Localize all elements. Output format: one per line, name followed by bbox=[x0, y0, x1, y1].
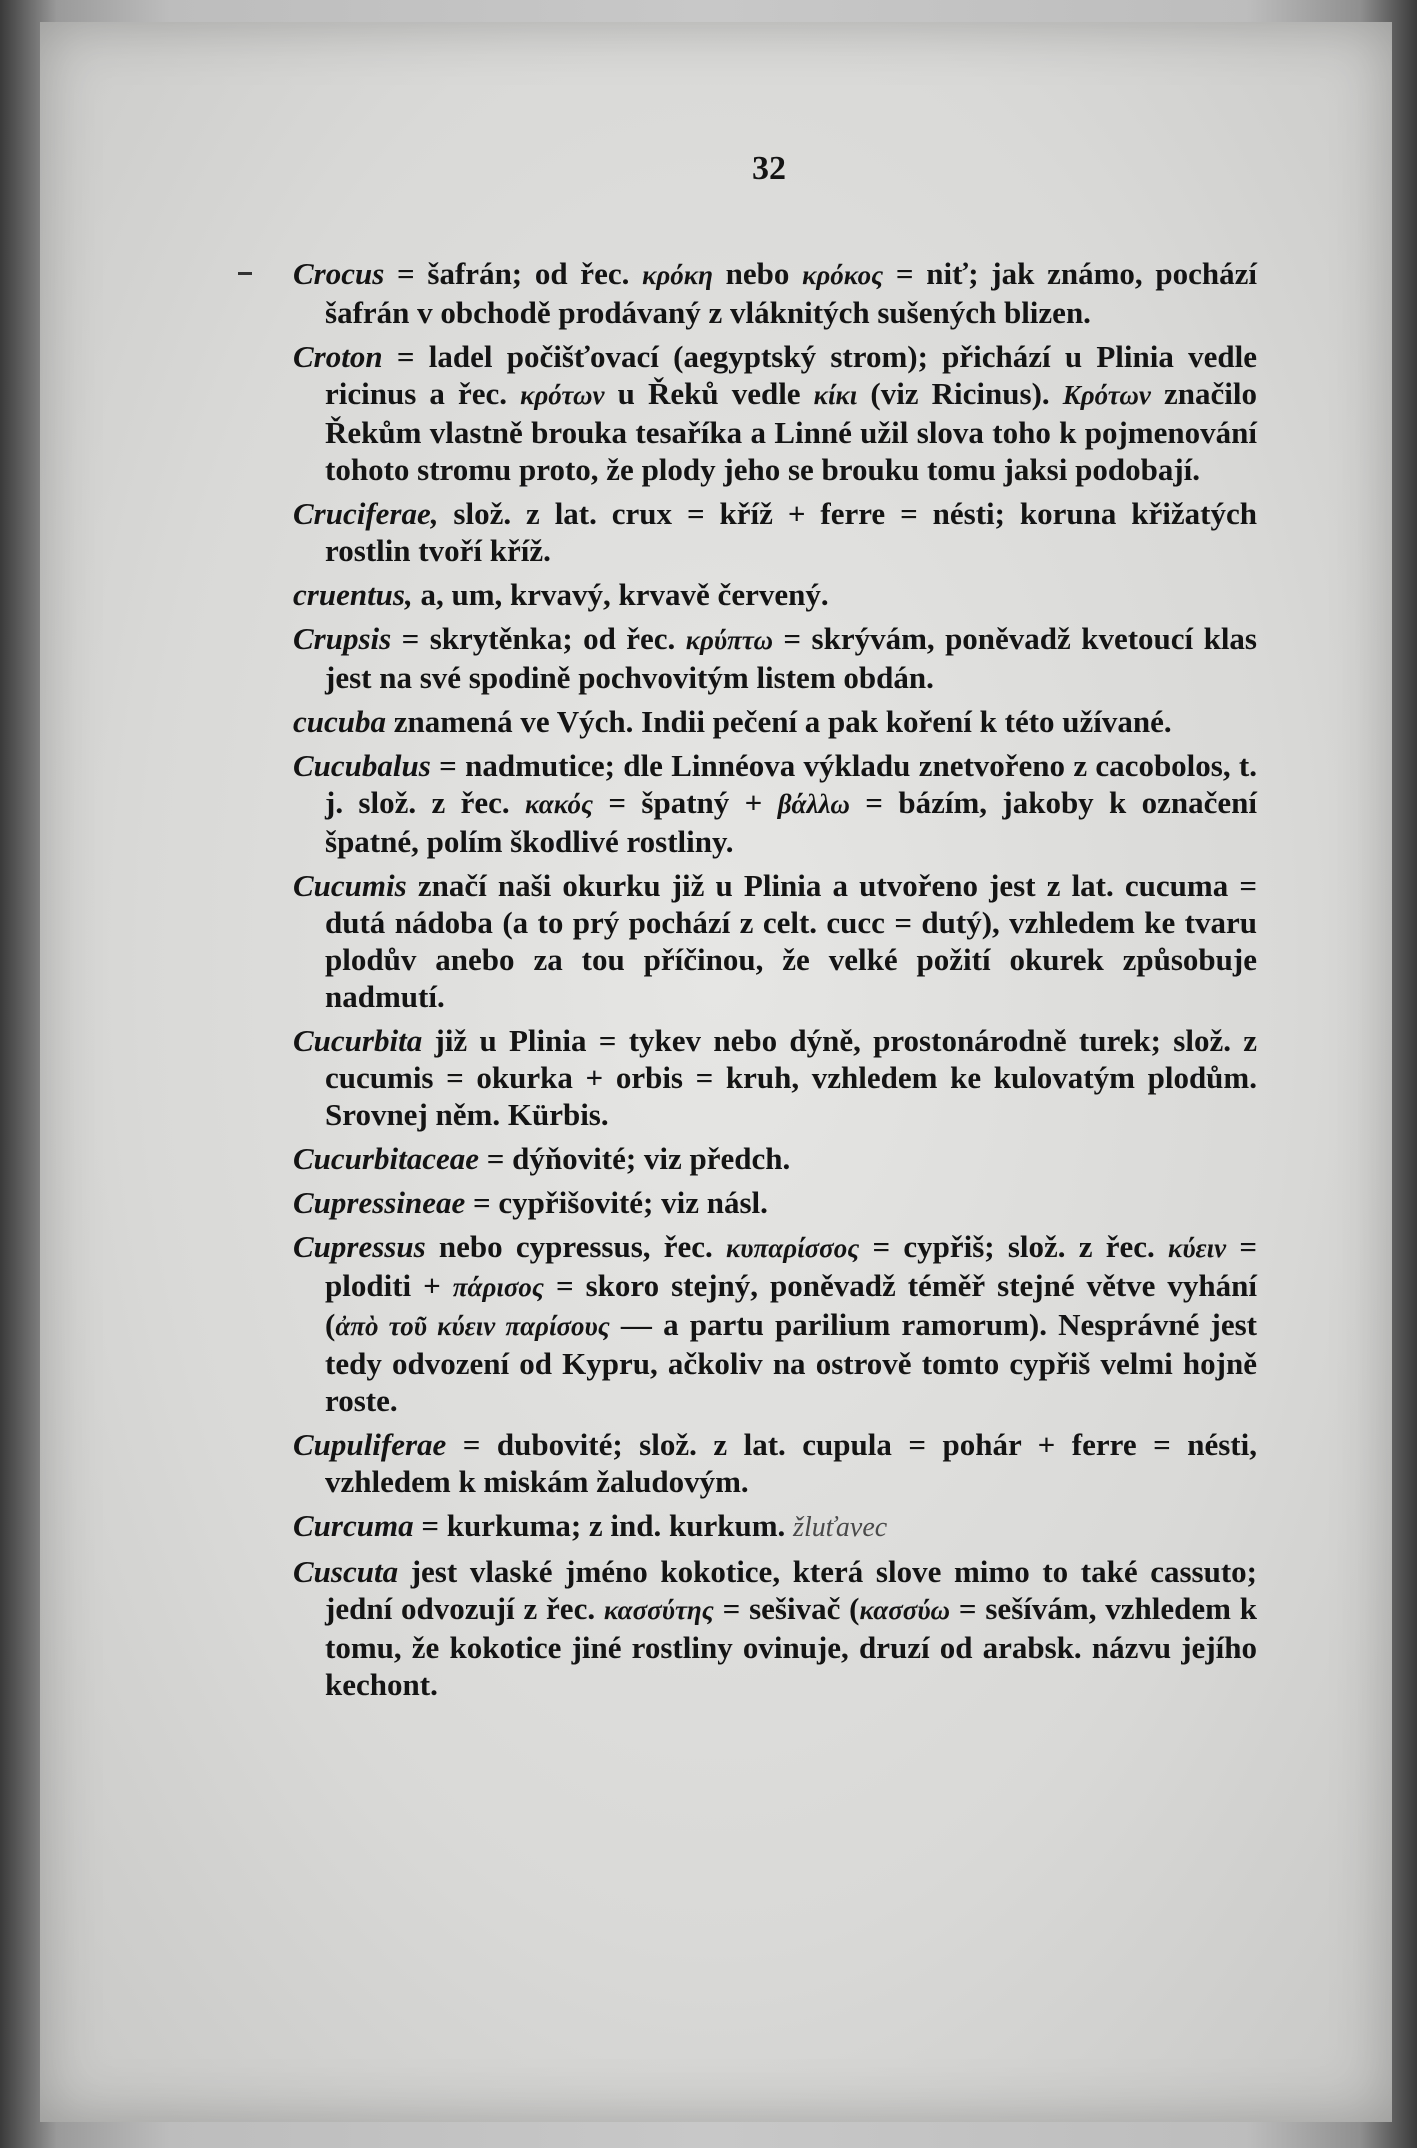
greek-word: βάλλω bbox=[777, 789, 850, 819]
entry-text: slož. z lat. crux = kříž + ferre = nésti; koruna křižatých rostlin tvoří kříž. bbox=[325, 496, 1257, 568]
headword: Cucurbita bbox=[293, 1023, 423, 1058]
greek-phrase: ἀπὸ τοῦ κύειν παρίσους bbox=[335, 1311, 610, 1341]
entry-text: = skoro stejný, poněvadž téměř stejné větve vyhání ( bbox=[325, 1268, 1258, 1342]
greek-word: κρύπτω bbox=[685, 625, 774, 655]
entry-text: = skrývám, poněvadž kvetoucí klas jest na své spodině pochvovitým listem obdán. bbox=[325, 621, 1257, 695]
greek-word: κυπαρίσσος bbox=[726, 1233, 860, 1263]
entry-text: = nadmutice; dle Linnéova výkladu znetvořeno z cacobolos, t. j. slož. z řec. bbox=[325, 748, 1257, 820]
entry-text: = cypřiš; slož. z řec. bbox=[859, 1229, 1169, 1264]
entry-text: nebo bbox=[712, 256, 803, 291]
greek-word: κρότων bbox=[520, 380, 605, 410]
headword: cucuba bbox=[293, 704, 386, 739]
margin-dash-mark bbox=[238, 272, 252, 275]
entry-text: = cypřišovité; viz násl. bbox=[465, 1185, 768, 1220]
headword: Crupsis bbox=[293, 621, 392, 656]
entry-curcuma bbox=[293, 1507, 1257, 1546]
headword: cruentus, bbox=[293, 577, 413, 612]
entry-text: = ladel počišťovací (aegyptský strom); přichází u Plinia vedle ricinus a řec. bbox=[325, 339, 1257, 411]
entry-text: nebo cypressus, řec. bbox=[425, 1229, 726, 1264]
entry-text: = bázím, jakoby k označení špatné, polím škodlivé rostliny. bbox=[325, 785, 1258, 859]
greek-word: κασσύτης bbox=[603, 1595, 714, 1625]
headword: Cupressus bbox=[293, 1229, 426, 1264]
headword: Cupuliferae bbox=[293, 1427, 447, 1462]
entry-crocus bbox=[293, 255, 1257, 331]
entry-text: znamená ve Vých. Indii pečení a pak koření k této užívané. bbox=[386, 704, 1172, 739]
entry-text: značilo Řekům vlastně brouka tesaříka a Linné užil slova toho k pojmenování tohoto stromu proto, že plody jeho se brouku tomu jaksi podobají. bbox=[325, 376, 1257, 487]
greek-word: πάρισος bbox=[452, 1272, 544, 1302]
entry-text: = niť; jak známo, pochází šafrán v obchodě prodávaný z vláknitých sušených blizen. bbox=[325, 256, 1257, 330]
entry-text: (viz Ricinus). bbox=[857, 376, 1063, 411]
entry-text: = dubovité; slož. z lat. cupula = pohár + ferre = nésti, vzhledem k miskám žaludovým. bbox=[325, 1427, 1257, 1499]
entry-cucubalus bbox=[293, 747, 1257, 860]
entry-cucurbita bbox=[293, 1022, 1257, 1133]
headword: Cucumis bbox=[293, 868, 407, 903]
entry-cruentus bbox=[293, 576, 1257, 613]
entry-text: již u Plinia = tykev nebo dýně, prostonárodně turek; slož. z cucumis = okurka + orbis = kruh, vzhledem ke kulovatým plodům. Srovnej něm. Kürbis. bbox=[325, 1023, 1257, 1132]
greek-word: κρόκος bbox=[802, 260, 884, 290]
entry-text: a, um, krvavý, krvavě červený. bbox=[412, 577, 829, 612]
headword: Crocus bbox=[293, 256, 385, 291]
entry-text: — a partu parilium ramorum). Nesprávné jest tedy odvození od Kypru, ačkoliv na ostrově tomto cypřiš velmi hojně roste. bbox=[325, 1307, 1257, 1418]
entry-text: = sešivač ( bbox=[713, 1591, 860, 1626]
headword: Cuscuta bbox=[293, 1554, 399, 1589]
entry-text: jest vlaské jméno kokotice, která slove mimo to také cassuto; jední odvozují z řec. bbox=[325, 1554, 1257, 1626]
entry-cucuba bbox=[293, 703, 1257, 740]
entry-text: = ploditi + bbox=[325, 1229, 1257, 1303]
entry-cupressus bbox=[293, 1228, 1257, 1419]
entry-croton bbox=[293, 338, 1257, 488]
headword: Croton bbox=[293, 339, 383, 374]
greek-word: Κρότων bbox=[1062, 380, 1151, 410]
entry-cucumis bbox=[293, 867, 1257, 1015]
headword: Cucubalus bbox=[293, 748, 431, 783]
entry-text: = špatný + bbox=[593, 785, 778, 820]
entry-text: značí naši okurku již u Plinia a utvořeno jest z lat. cucuma = dutá nádoba (a to prý pochází z celt. cucc = dutý), vzhledem ke tvaru plodův anebo za tou příčinou, že velké požití okurek způsobuje nadmutí. bbox=[325, 868, 1257, 1014]
dictionary-entries bbox=[293, 255, 1257, 1710]
entry-cupuliferae bbox=[293, 1426, 1257, 1500]
entry-text: u Řeků vedle bbox=[604, 376, 814, 411]
entry-cucurbitaceae bbox=[293, 1140, 1257, 1177]
entry-text: = skrytěnka; od řec. bbox=[391, 621, 686, 656]
greek-word: κίκι bbox=[813, 380, 858, 410]
entry-cupressineae bbox=[293, 1184, 1257, 1221]
entry-cuscuta bbox=[293, 1553, 1257, 1703]
greek-word: κύειν bbox=[1168, 1233, 1227, 1263]
headword: Cupressineae bbox=[293, 1185, 466, 1220]
entry-text: = sešívám, vzhledem k tomu, že kokotice jiné rostliny ovinuje, druzí od arabsk. názvu jejího kechont. bbox=[325, 1591, 1257, 1702]
headword: Cruciferae, bbox=[293, 496, 439, 531]
page-number: 32 bbox=[752, 150, 786, 187]
handwritten-note: žluťavec bbox=[793, 1512, 888, 1543]
entry-text: = dýňovité; viz předch. bbox=[479, 1141, 791, 1176]
headword: Cucurbitaceae bbox=[293, 1141, 479, 1176]
greek-word: κακός bbox=[524, 789, 594, 819]
entry-text: = šafrán; od řec. bbox=[384, 256, 643, 291]
entry-crupsis bbox=[293, 620, 1257, 696]
entry-text: = kurkuma; z ind. kurkum. bbox=[413, 1508, 794, 1543]
greek-word: κρόκη bbox=[642, 260, 713, 290]
headword: Curcuma bbox=[293, 1508, 414, 1543]
entry-cruciferae bbox=[293, 495, 1257, 569]
greek-word: κασσύω bbox=[859, 1595, 951, 1625]
